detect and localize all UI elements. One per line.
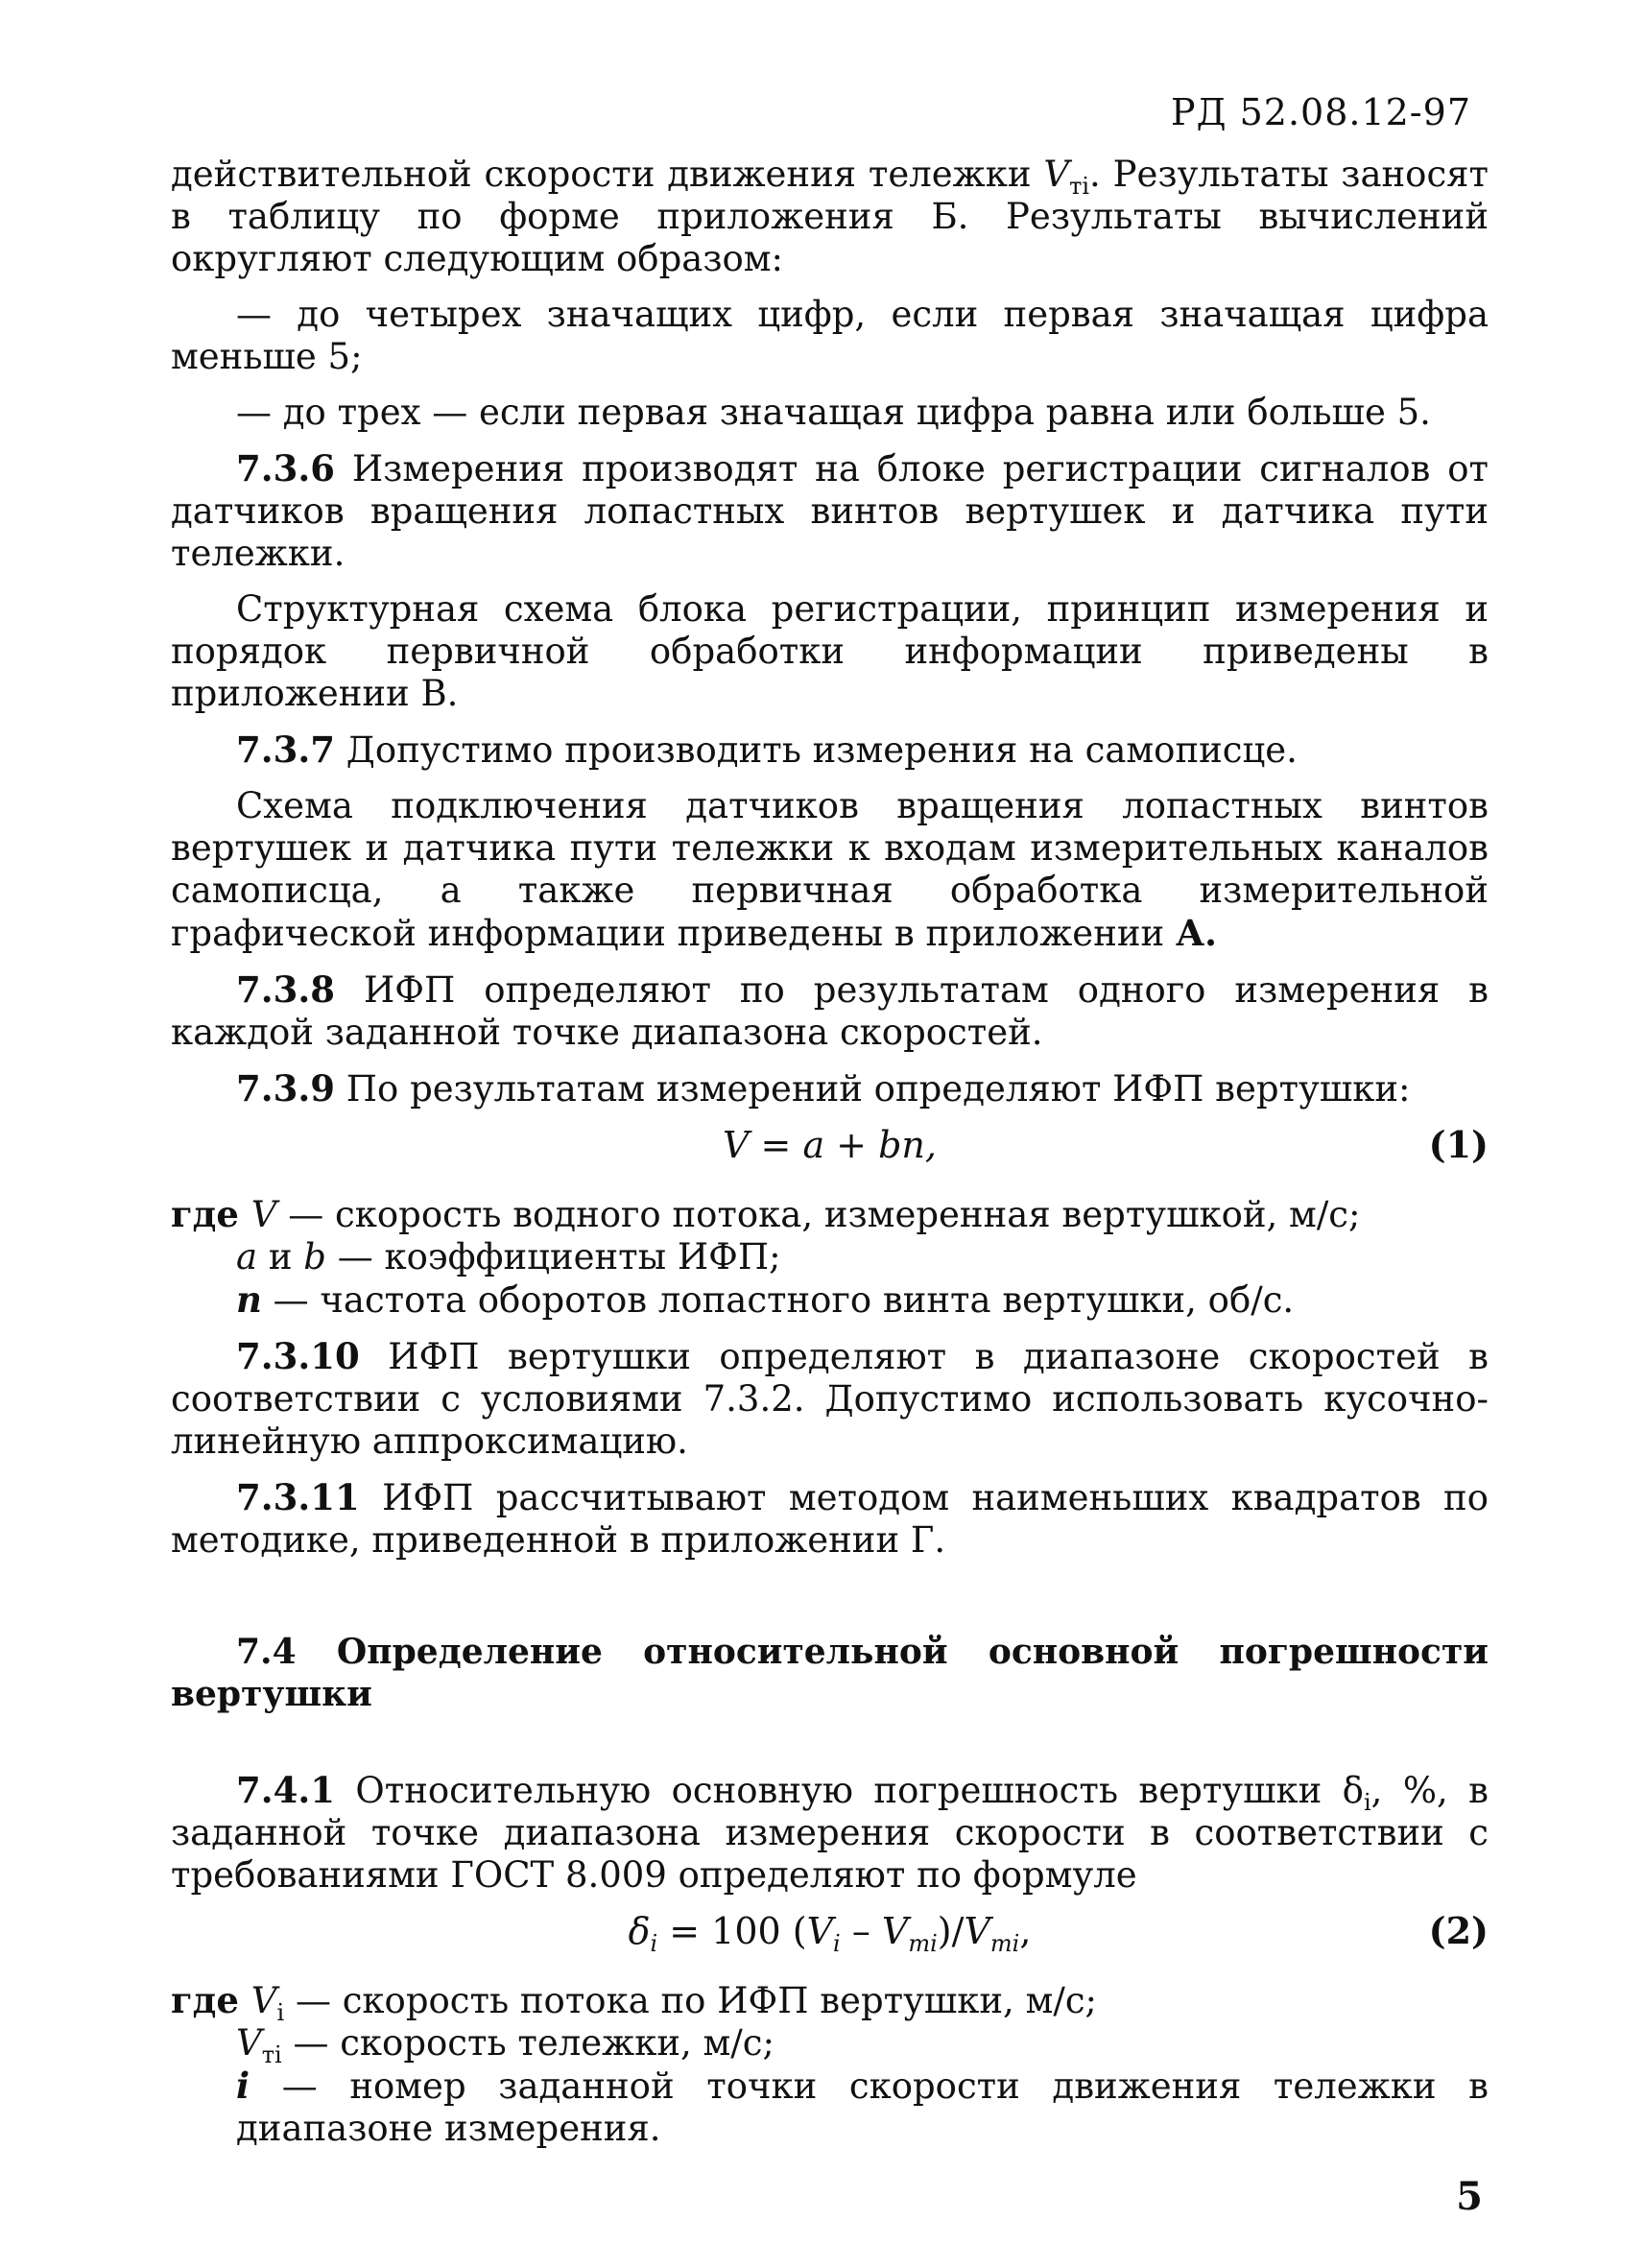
clause-7-3-11: 7.3.11 ИФП рассчитывают методом наименьших квадратов по методике, приведенной в приложении Г.	[171, 1476, 1489, 1561]
clause-7-3-6-structure: Структурная схема блока регистрации, принцип измерения и порядок первичной обработки информации приведены в приложении В.	[171, 588, 1489, 714]
rounding-item-2: — до трех — если первая значащая цифра равна или больше 5.	[236, 392, 1431, 433]
formula-1-legend: где V — скорость водного потока, измеренная вертушкой, м/с; a и b — коэффициенты ИФП; n — частота оборотов лопастного винта вертушки, об/с.	[171, 1193, 1361, 1321]
clause-7-4-1: 7.4.1 Относительную основную погрешность вертушки $\delta_i$, %, в заданной точке диапазона измерения скорости в соответствии с требованиями ГОСТ 8.009 определяют по формуле	[171, 1769, 1489, 1896]
intro-paragraph: действительной скорости движения тележки $V_{тi}$. Результаты заносят в таблицу по форме приложения Б. Результаты вычислений округляют следующим образом:	[171, 154, 1489, 279]
formula-2-number: (2)	[1428, 1909, 1489, 1952]
rounding-item-1: — до четырех значащих цифр, если первая значащая цифра меньше 5;	[171, 294, 1489, 377]
clause-7-3-7-scheme: Схема подключения датчиков вращения лопастных винтов вертушек и датчика пути тележки к входам измерительных каналов самописца, а также первичная обработка измерительной графической информации приведены в приложении А.	[171, 785, 1489, 954]
formula-1	[171, 1124, 1489, 1180]
clause-7-3-8: 7.3.8 ИФП определяют по результатам одного измерения в каждой заданной точке диапазона скоростей.	[171, 968, 1489, 1053]
page-number: 5	[1456, 2174, 1483, 2219]
formula-2-expression: $\delta_i = 100$ $(V_i - V_{тi})/V_{тi}$,	[628, 1910, 1032, 1957]
body-text	[171, 154, 1489, 2150]
clause-7-3-6: 7.3.6 Измерения производят на блоке регистрации сигналов от датчиков вращения лопастных винтов вертушек и датчика пути тележки.	[171, 447, 1489, 574]
formula-2-legend: где $V_i$ — скорость потока по ИФП вертушки, м/с; $V_{тi}$ — скорость тележки, м/с; i — номер заданной точки скорости движения тележки в диапазоне измерения.	[171, 1979, 1489, 2149]
clause-7-3-9: 7.3.9 По результатам измерений определяют ИФП вертушки:	[236, 1067, 1411, 1110]
clause-7-3-10: 7.3.10 ИФП вертушки определяют в диапазоне скоростей в соответствии с условиями 7.3.2. Допустимо использовать кусочно-линейную аппроксимацию.	[171, 1335, 1489, 1462]
formula-1-expression: V = a + bn,	[723, 1124, 937, 1166]
document-code: РД 52.08.12-97	[1171, 91, 1471, 133]
clause-7-3-7: 7.3.7 Допустимо производить измерения на самописце.	[236, 728, 1298, 771]
section-7-4-heading: 7.4 Определение относительной основной погрешности вертушки	[171, 1632, 1489, 1714]
formula-1-number: (1)	[1428, 1123, 1489, 1166]
formula-2	[171, 1910, 1489, 1966]
